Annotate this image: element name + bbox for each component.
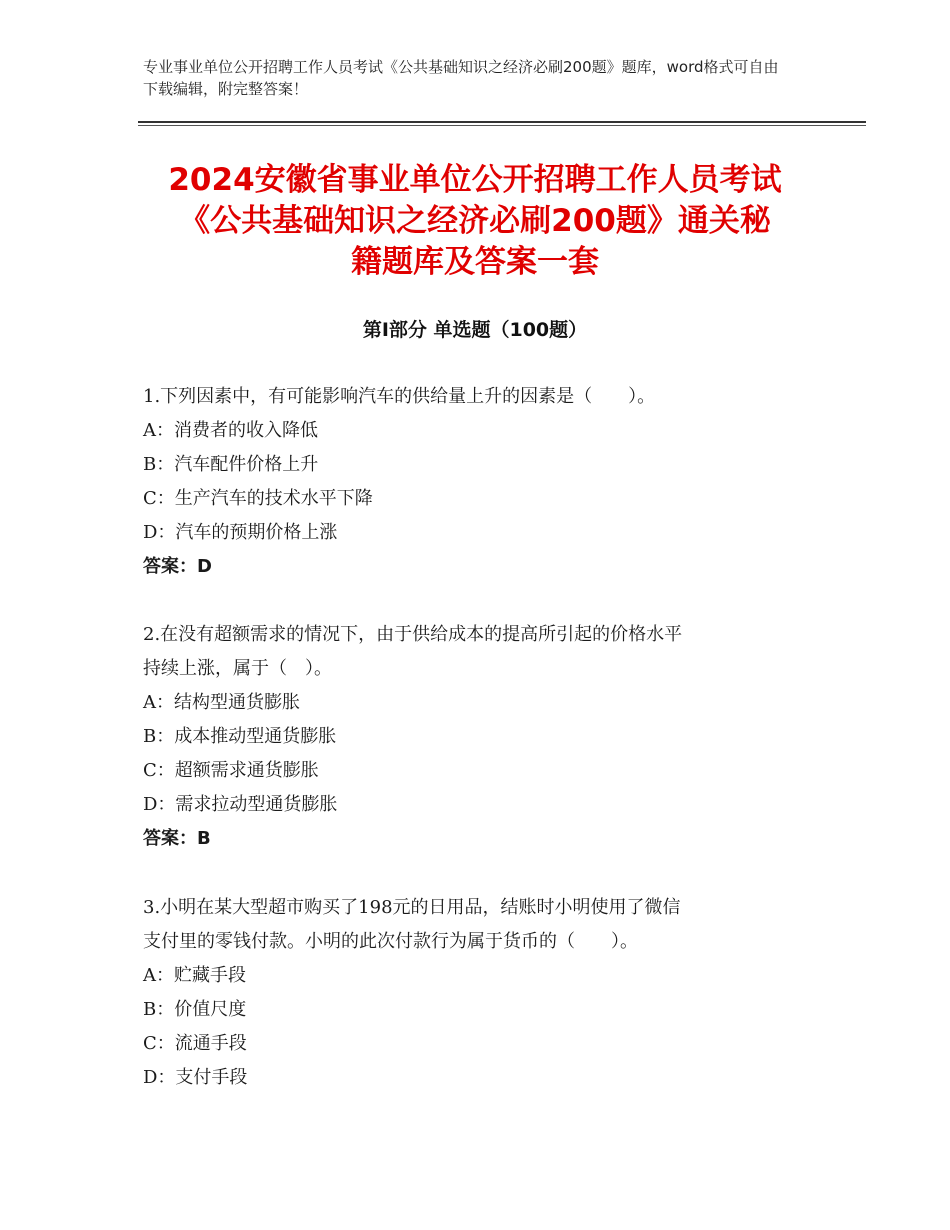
option-d: D：支付手段 — [143, 1067, 248, 1088]
header-divider-thin — [138, 125, 866, 126]
option-a: A：结构型通货膨胀 — [143, 692, 300, 713]
answer: 答案：B — [143, 828, 211, 849]
title-line: 2024安徽省事业单位公开招聘工作人员考试 — [168, 162, 782, 198]
question-stem: 持续上涨，属于（ ）。 — [143, 658, 332, 679]
option-a: A：消费者的收入降低 — [143, 420, 318, 441]
question-stem: 3.小明在某大型超市购买了198元的日用品，结账时小明使用了微信 — [143, 897, 681, 918]
title-line: 《公共基础知识之经济必刷200题》通关秘 — [179, 203, 771, 239]
document-header-note: 专业事业单位公开招聘工作人员考试《公共基础知识之经济必刷200题》题库，word格式可自由下载编辑，附完整答案！ — [143, 58, 779, 98]
answer: 答案：D — [143, 556, 212, 577]
option-b: B：成本推动型通货膨胀 — [143, 726, 337, 747]
title-line: 籍题库及答案一套 — [351, 244, 599, 280]
option-b: B：汽车配件价格上升 — [143, 454, 319, 475]
option-a: A：贮藏手段 — [143, 965, 246, 986]
option-b: B：价值尺度 — [143, 999, 247, 1020]
document-title — [120, 160, 830, 283]
question-stem: 支付里的零钱付款。小明的此次付款行为属于货币的（ ）。 — [143, 931, 638, 952]
question-stem: 1.下列因素中，有可能影响汽车的供给量上升的因素是（ ）。 — [143, 386, 656, 407]
question-1 — [143, 380, 803, 584]
option-d: D：需求拉动型通货膨胀 — [143, 794, 338, 815]
option-c: C：超额需求通货膨胀 — [143, 760, 319, 781]
option-c: C：流通手段 — [143, 1033, 247, 1054]
option-c: C：生产汽车的技术水平下降 — [143, 488, 373, 509]
question-3 — [143, 891, 803, 1095]
section-title: 第Ⅰ部分 单选题（100题） — [362, 319, 588, 341]
question-stem: 2.在没有超额需求的情况下，由于供给成本的提高所引起的价格水平 — [143, 624, 683, 645]
header-divider-thick — [138, 121, 866, 123]
question-2 — [143, 618, 803, 856]
option-d: D：汽车的预期价格上涨 — [143, 522, 338, 543]
